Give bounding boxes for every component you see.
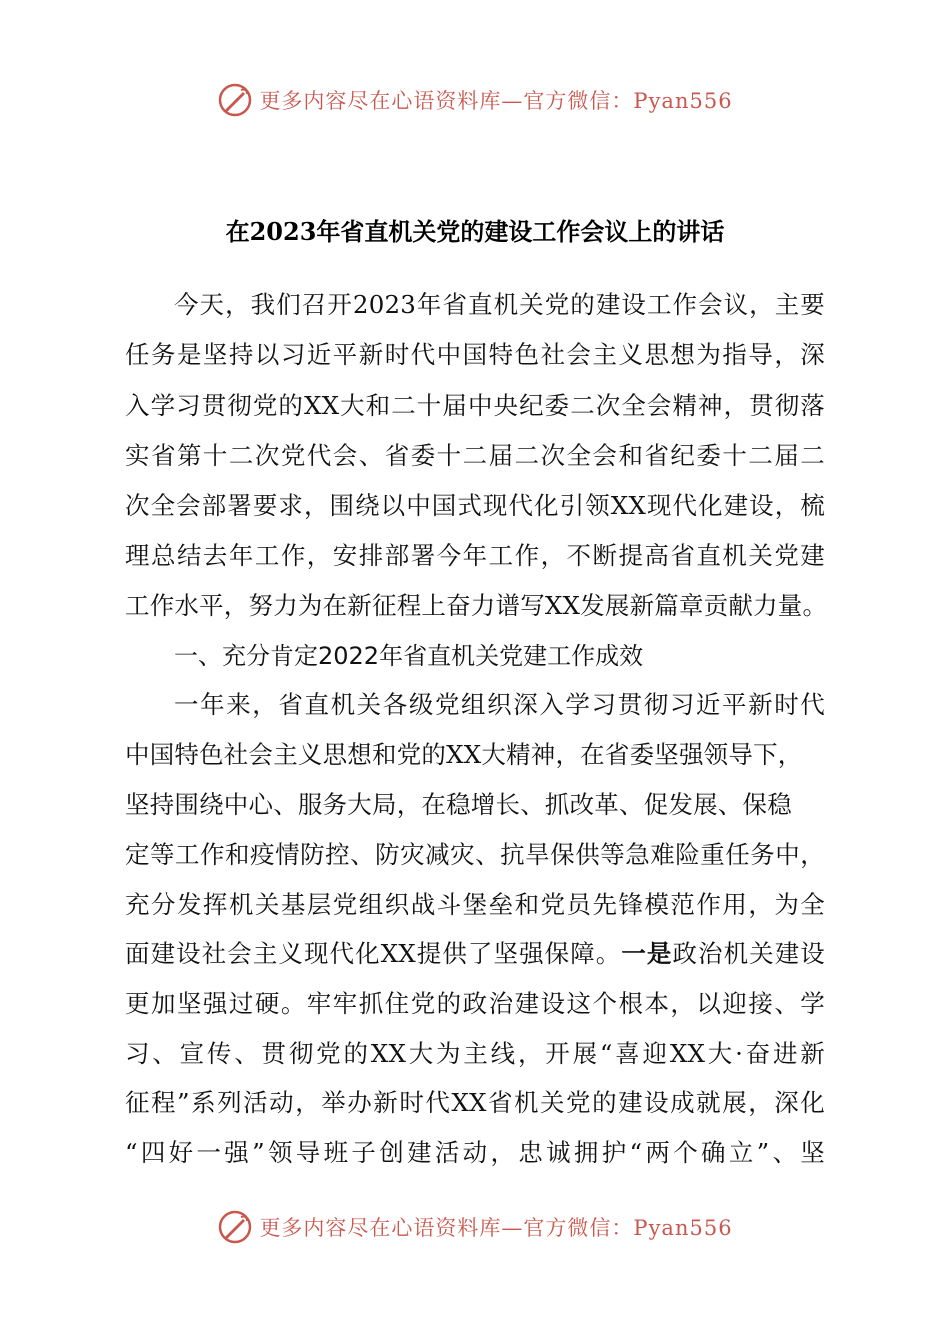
body-line: 习、宣传、贯彻党的XX大为主线，开展“喜迎XX大·奋进新: [125, 1039, 825, 1068]
quill-logo-icon: [217, 82, 253, 118]
page-title: 在2023年省直机关党的建设工作会议上的讲话: [225, 217, 725, 246]
watermark-text: 更多内容尽在心语资料库—官方微信：Pyan556: [259, 89, 733, 113]
body-line: “四好一强”领导班子创建活动，忠诚拥护“两个确立”、坚: [125, 1138, 825, 1167]
body-line: 坚持围绕中心、服务大局，在稳增长、抓改革、促发展、保稳: [125, 790, 792, 819]
body-line: 征程”系列活动，举办新时代XX省机关党的建设成就展，深化: [125, 1088, 825, 1117]
body-text: 政治机关建设: [672, 939, 825, 968]
body-line: 充分发挥机关基层党组织战斗堡垒和党员先锋模范作用，为全: [125, 890, 825, 919]
body-line: 定等工作和疫情防控、防灾减灾、抗旱保供等急难险重任务中，: [125, 840, 825, 869]
bold-lead: 一是: [621, 939, 673, 968]
intro-line: 理总结去年工作，安排部署今年工作，不断提高省直机关党建: [125, 541, 825, 570]
body-line: 中国特色社会主义思想和党的XX大精神，在省委坚强领导下，: [125, 740, 803, 769]
quill-logo-icon: [217, 1209, 253, 1245]
watermark-bottom: [0, 1207, 950, 1247]
section-heading: 一、充分肯定2022年省直机关党建工作成效: [174, 642, 644, 670]
body-line: 更加坚强过硬。牢牢抓住党的政治建设这个根本，以迎接、学: [125, 989, 825, 1018]
intro-line: 次全会部署要求，围绕以中国式现代化引领XX现代化建设，梳: [125, 491, 825, 520]
intro-line: 入学习贯彻党的XX大和二十届中央纪委二次全会精神，贯彻落: [125, 391, 825, 420]
intro-line: 实省第十二次党代会、省委十二届二次全会和省纪委十二届二: [125, 441, 825, 470]
body-line: 一年来，省直机关各级党组织深入学习贯彻习近平新时代: [174, 690, 825, 719]
watermark-top: [0, 80, 950, 120]
intro-line: 今天，我们召开2023年省直机关党的建设工作会议，主要: [174, 290, 825, 319]
watermark-text: 更多内容尽在心语资料库—官方微信：Pyan556: [259, 1216, 733, 1240]
body-line-with-bold: [125, 937, 825, 971]
intro-line: 工作水平，努力为在新征程上奋力谱写XX发展新篇章贡献力量。: [125, 591, 828, 620]
body-text: 面建设社会主义现代化XX提供了坚强保障。: [125, 939, 622, 968]
intro-line: 任务是坚持以习近平新时代中国特色社会主义思想为指导，深: [125, 340, 825, 369]
